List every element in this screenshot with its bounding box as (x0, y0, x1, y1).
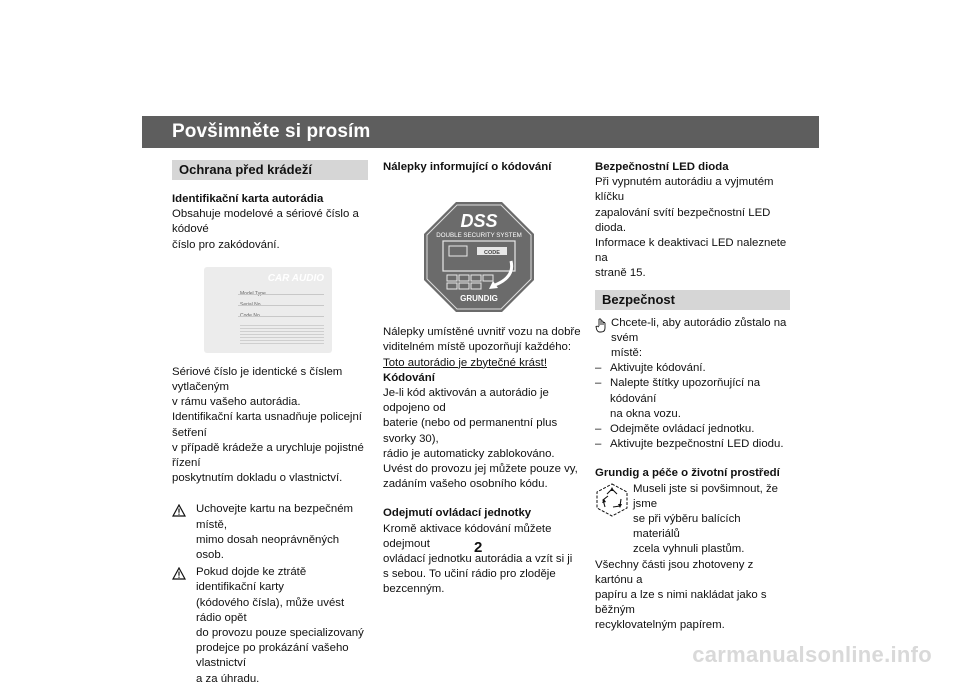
eco-heading: Grundig a péče o životní prostředí (595, 467, 780, 480)
card-label: Model Type (240, 290, 266, 297)
eco-line: Všechny části jsou zhotoveny z kartónu a (595, 558, 754, 586)
dss-sticker-image (423, 201, 535, 313)
led-line: straně 15. (595, 267, 646, 280)
dash-marker: – (595, 438, 602, 451)
id-card-image (204, 267, 332, 353)
sticker-line: Nálepky umístěné uvnitř vozu na dobře (383, 326, 581, 339)
dash-marker: – (595, 377, 602, 390)
serial-line: Sériové číslo je identické s číslem vytlačeným (172, 365, 343, 394)
dss-logo: DSS (460, 211, 498, 232)
sticker-heading: Nálepky informující o kódování (383, 161, 552, 173)
coding-line: Uvést do provozu jej můžete pouze vy, (383, 463, 578, 476)
warning-line: mimo dosah neoprávněných osob. (196, 533, 340, 562)
card-line (238, 305, 324, 306)
led-line: Při vypnutém autorádiu a vyjmutém klíčku (595, 176, 774, 204)
eco-line: recyklovatelným papírem. (595, 619, 725, 632)
security-item (595, 437, 790, 452)
dss-brand: GRUNDIG (460, 294, 498, 304)
coding-line: rádio je automaticky zablokováno. (383, 447, 555, 460)
car-audio-logo: CAR AUDIO (267, 272, 324, 284)
security-item-line: Aktivujte kódování. (610, 362, 706, 375)
removal-line: Kromě aktivace kódování můžete odejmout (383, 522, 552, 550)
card-fine-print (240, 323, 324, 345)
warning-triangle-icon (172, 565, 196, 687)
column-left (172, 160, 368, 687)
page-title: Povšimněte si prosím (172, 121, 371, 142)
id-card-heading: Identifikační karta autorádia (172, 193, 324, 205)
dash-marker: – (595, 423, 602, 436)
dash-marker: – (595, 362, 602, 375)
removal-heading: Odejmutí ovládací jednotky (383, 507, 532, 520)
removal-line: ovládací jednotku autorádia a vzít si ji (383, 553, 573, 566)
security-item (595, 422, 790, 437)
security-item (595, 361, 790, 376)
section-title-theft: Ochrana před krádeží (172, 160, 368, 180)
section-title-security: Bezpečnost (595, 290, 790, 310)
security-item-line: Odejměte ovládací jednotku. (610, 423, 755, 436)
security-intro-line: Chcete-li, aby autorádio zůstalo na svém (611, 316, 787, 344)
coding-line: Je-li kód aktivován a autorádio je odpojeno od (383, 387, 549, 415)
card-label: Code No. (240, 312, 262, 319)
page-number: 2 (474, 539, 483, 556)
eco-indented-block (595, 482, 790, 558)
id-card-line: Obsahuje modelové a sériové číslo a kódové (172, 208, 359, 236)
warning-line: do provozu pouze specializovaný (196, 627, 364, 640)
eco-line: se při výběru balících materiálů (633, 513, 741, 541)
coding-line: baterie (nebo od permanentní plus svorky 30), (383, 417, 558, 445)
sticker-line: viditelném místě upozorňují každého: (383, 341, 572, 354)
warning-line: prodejce po prokázání vašeho vlastnictví (196, 642, 349, 670)
serial-line: Identifikační karta usnadňuje policejní šetření (172, 411, 362, 439)
led-heading: Bezpečnostní LED dioda (595, 161, 729, 173)
security-item (595, 376, 790, 422)
sticker-slogan: Toto autorádio je zbytečné krást! (383, 356, 547, 369)
warning-keep-card (172, 502, 368, 563)
id-card-line: číslo pro zakódování. (172, 238, 280, 251)
card-line (238, 294, 324, 295)
coding-line: zadáním vašeho osobního kódu. (383, 478, 548, 491)
removal-line: bezcenným. (383, 583, 445, 596)
eco-line: papíru a lze s nimi nakládat jako s běžným (595, 589, 767, 617)
serial-line: poskytnutím dokladu o vlastnictví. (172, 472, 343, 485)
led-line: zapalování svítí bezpečnostní LED dioda. (595, 206, 771, 234)
security-intro-line: místě: (611, 347, 643, 360)
serial-line: v případě krádeže a urychluje pojistné řízení (172, 441, 364, 470)
security-item-line: Nalepte štítky upozorňující na kódování (610, 377, 761, 405)
warning-triangle-icon (172, 502, 196, 563)
removal-line: s sebou. To učiní rádio pro zloděje (383, 568, 556, 581)
eco-line: zcela vyhnuli plastům. (633, 543, 745, 556)
warning-line: a za úhradu. (196, 672, 260, 685)
site-watermark: carmanualsonline.info (692, 642, 932, 667)
warning-line: (kódového čísla), může uvést rádio opět (196, 596, 345, 624)
dss-code-label: CODE (484, 250, 500, 257)
dss-subtitle: DOUBLE SECURITY SYSTEM (436, 232, 522, 240)
serial-line: v rámu vašeho autorádia. (172, 396, 301, 409)
page-header (142, 116, 819, 148)
card-line (238, 316, 324, 317)
column-middle (383, 160, 581, 598)
hand-pointer-icon (595, 316, 611, 362)
security-item-line: na okna vozu. (610, 407, 681, 420)
card-label: Serial No. (240, 301, 262, 308)
coding-heading: Kódování (383, 371, 435, 384)
security-intro (595, 316, 790, 362)
warning-line: Uchovejte kartu na bezpečném místě, (196, 503, 354, 531)
eco-line: Museli jste si povšimnout, že jsme (633, 482, 778, 510)
column-right (595, 160, 790, 634)
security-item-line: Aktivujte bezpečnostní LED diodu. (610, 438, 784, 451)
warning-lost-card (172, 565, 368, 687)
warning-line: Pokud dojde ke ztrátě identifikační karty (196, 566, 307, 594)
recycle-icon (595, 482, 631, 558)
led-line: Informace k deaktivaci LED naleznete na (595, 237, 787, 265)
